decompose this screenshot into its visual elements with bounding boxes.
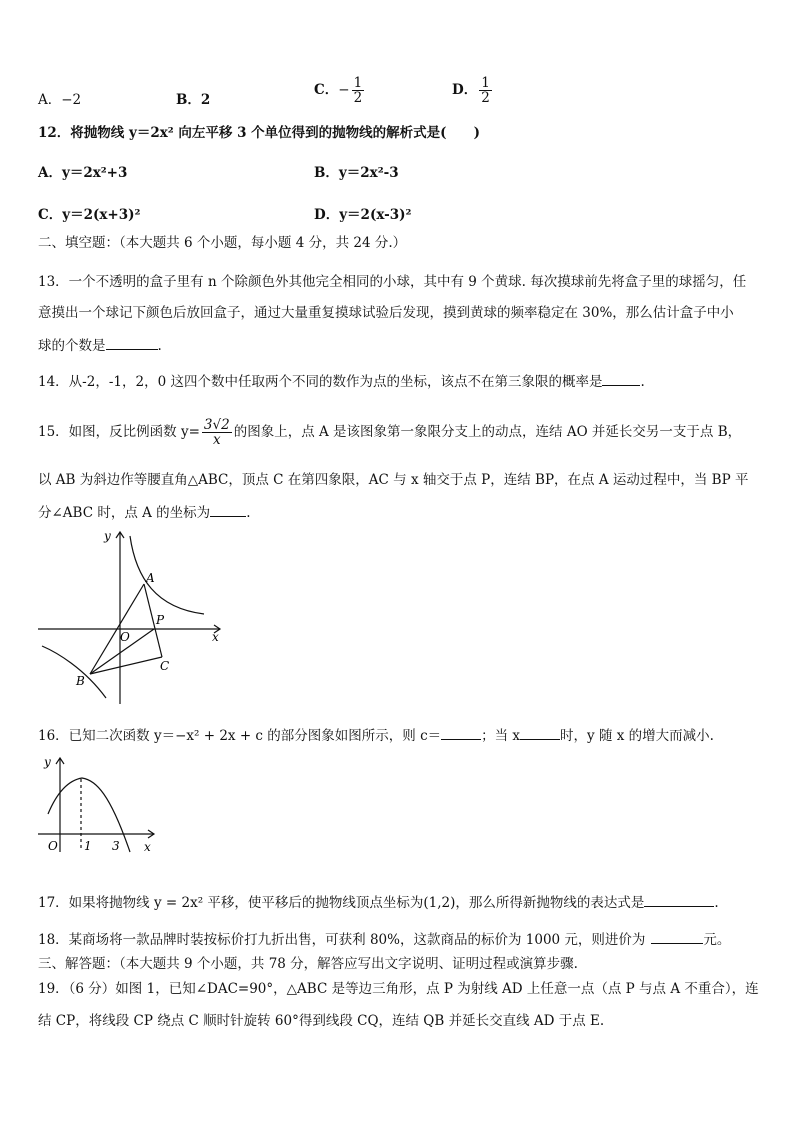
q11-option-d-numerator: 1 (481, 75, 490, 91)
q18-stem (38, 929, 730, 949)
q12-option-b: B．y＝2x²-3 (314, 165, 399, 181)
q13-line-1: 13．一个不透明的盒子里有 n 个除颜色外其他完全相同的小球，其中有 9 个黄球. 每次摸球前先将盒子里的球摇匀，任 (38, 274, 747, 290)
q15-fraction-denominator: x (213, 432, 221, 448)
q15-line-3 (38, 502, 250, 522)
q15-fraction-numerator: 3√2 (203, 417, 230, 433)
q15-figure (36, 528, 226, 706)
q15-label-p: P (156, 613, 165, 627)
q11-option-d-denominator: 2 (481, 90, 490, 106)
q16-answer-blank-1 (441, 725, 481, 740)
section-3-heading: 三、解答题：（本大题共 9 个小题，共 78 分，解答应写出文字说明、证明过程或演算步骤. (38, 956, 578, 972)
q14-stem (38, 371, 645, 391)
q11-option-c-denominator: 2 (353, 90, 363, 106)
q16-figure (36, 752, 160, 856)
q17-text: 17．如果将抛物线 y = 2x² 平移，使平移后的抛物线顶点坐标为(1,2)，那么所得新抛物线的表达式是 (38, 895, 645, 911)
q14-end: . (640, 374, 645, 390)
q16-text-mid: ；当 x (481, 728, 521, 744)
q13-answer-blank (106, 335, 158, 350)
q11-option-d (452, 76, 494, 105)
q11-option-c (314, 76, 366, 105)
q11-option-a-value: −2 (61, 92, 82, 108)
q11-option-b (176, 88, 210, 108)
q17-end: . (714, 895, 719, 911)
q16-stem (38, 725, 714, 745)
q15-answer-blank (210, 502, 246, 517)
q11-option-a-label: A． (38, 92, 62, 108)
q15-line-1 (38, 414, 741, 450)
q16-text-pre: 16．已知二次函数 y＝−x² + 2x + c 的部分图象如图所示，则 c＝ (38, 728, 442, 744)
q12-option-d: D．y＝2(x-3)² (314, 207, 412, 223)
q11-option-c-label: C． (314, 82, 339, 98)
q19-line-2: 结 CP，将线段 CP 绕点 C 顺时针旋转 60°得到线段 CQ，连结 QB 并延长交直线 AD 于点 E. (38, 1013, 605, 1029)
q11-option-a (38, 88, 81, 108)
q15-text-pre: 15．如图，反比例函数 y= (38, 424, 200, 440)
q16-label-x: x (144, 840, 151, 854)
q13-line-3 (38, 335, 162, 355)
q15-line-2: 以 AB 为斜边作等腰直角△ABC，顶点 C 在第四象限，AC 与 x 轴交于点 P，连结 BP，在点 A 运动过程中，当 BP 平 (38, 472, 749, 488)
q11-option-c-numerator: 1 (353, 75, 363, 91)
q11-option-c-fraction (352, 76, 365, 105)
q15-line-3-end: . (246, 505, 251, 521)
q17-stem (38, 892, 719, 912)
q12-stem: 12．将抛物线 y＝2x² 向左平移 3 个单位得到的抛物线的解析式是( ) (38, 125, 480, 141)
q15-label-o: O (120, 630, 130, 644)
q16-answer-blank-2 (520, 725, 560, 740)
q15-fraction (202, 418, 232, 447)
q15-segment-bc (90, 657, 162, 674)
q11-option-b-label: B． (176, 92, 201, 108)
q15-label-x: x (212, 630, 219, 644)
q18-end: 元。 (703, 932, 731, 948)
q18-text: 18．某商场将一款品牌时装按标价打九折出售，可获利 80%，这款商品的标价为 1000 元，则进价为 (38, 932, 646, 948)
q13-line-3-text: 球的个数是 (38, 338, 106, 354)
q11-option-d-label: D． (452, 82, 478, 98)
q12-option-c: C．y＝2(x+3)² (38, 207, 141, 223)
q11-option-c-sign: − (338, 82, 350, 98)
q13-line-3-end: . (157, 338, 162, 354)
q16-label-3: 3 (112, 839, 120, 853)
q13-line-2: 意摸出一个球记下颜色后放回盒子，通过大量重复摸球试验后发现，摸到黄球的频率稳定在 30%，那么估计盒子中小 (38, 305, 734, 321)
q11-option-d-fraction (479, 76, 492, 105)
section-2-heading: 二、填空题：（本大题共 6 个小题，每小题 4 分，共 24 分.） (38, 235, 407, 251)
q14-text: 14．从-2，-1，2，0 这四个数中任取两个不同的数作为点的坐标，该点不在第三象限的概率是 (38, 374, 603, 390)
q11-option-b-value: 2 (200, 92, 211, 108)
q15-label-a: A (146, 571, 155, 585)
q15-label-y: y (104, 529, 111, 543)
q15-text-post: 的图象上，点 A 是该图象第一象限分支上的动点，连结 AO 并延长交另一支于点 B， (233, 424, 742, 440)
q19-line-1: 19．（6 分）如图 1，已知∠DAC=90°，△ABC 是等边三角形，点 P 为射线 AD 上任意一点（点 P 与点 A 不重合），连 (38, 981, 759, 997)
q16-label-1: 1 (84, 839, 92, 853)
q15-label-b: B (76, 674, 85, 688)
q15-label-c: C (160, 659, 170, 673)
q18-answer-blank (651, 929, 703, 944)
q14-answer-blank (602, 371, 640, 386)
q16-text-post: 时，y 随 x 的增大而减小. (560, 728, 714, 744)
q15-line-3-text: 分∠ABC 时，点 A 的坐标为 (38, 505, 211, 521)
q15-hyperbola-branch-1 (130, 536, 204, 614)
q12-option-a: A．y＝2x²+3 (38, 165, 128, 181)
q16-label-y: y (44, 755, 51, 769)
q17-answer-blank (644, 892, 714, 907)
q16-label-o: O (48, 839, 58, 853)
